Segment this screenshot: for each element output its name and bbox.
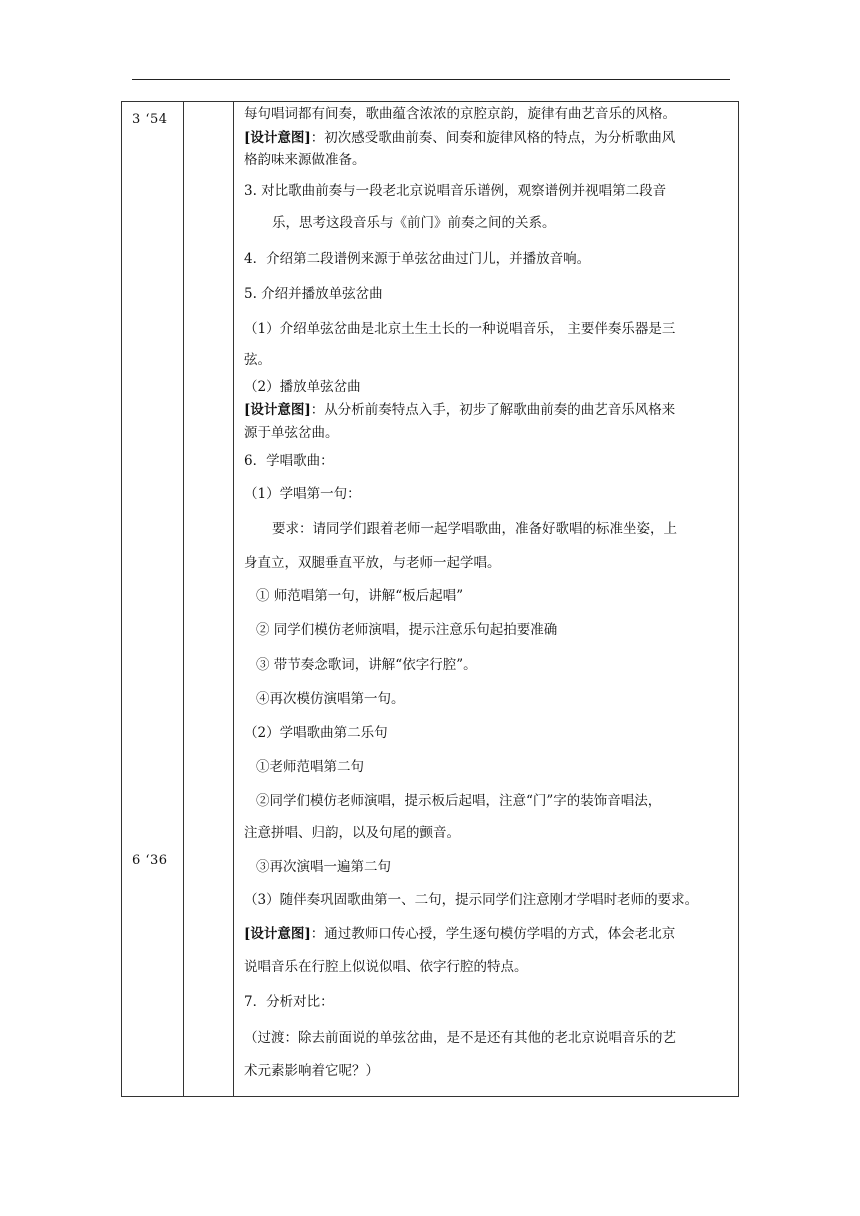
- line-text: ：通过教师口传心授，学生逐句模仿学唱的方式，体会老北京: [310, 926, 676, 942]
- line-text: （1）学唱第一句：: [244, 486, 361, 502]
- content-line: [244, 285, 383, 303]
- content-line: [244, 1062, 379, 1080]
- content-line: [244, 105, 676, 123]
- content-line: [244, 401, 675, 419]
- line-text: 每句唱词都有间奏，歌曲蕴含浓浓的京腔京韵，旋律有曲艺音乐的风格。: [244, 106, 676, 122]
- line-text: ④再次模仿演唱第一句。: [256, 691, 405, 707]
- design-intent-label: [设计意图]: [244, 402, 311, 418]
- content-line: [256, 690, 405, 708]
- line-text: （2）学唱歌曲第二乐句: [244, 725, 388, 741]
- content-line: [244, 824, 460, 842]
- header-rule: [132, 79, 730, 80]
- content-line: [256, 587, 463, 605]
- content-line: [272, 520, 677, 538]
- time-cell-2: 6 ‘36: [132, 853, 168, 868]
- line-text: （1）介绍单弦岔曲是北京土生土长的一种说唱音乐， 主要伴奏乐器是三: [244, 321, 676, 337]
- content-line: [244, 452, 334, 470]
- column-divider-2: [233, 102, 234, 1096]
- line-text: ：从分析前奏特点入手，初步了解歌曲前奏的曲艺音乐风格来: [310, 402, 676, 418]
- line-text: ②同学们模仿老师演唱，提示板后起唱，注意“门”字的装饰音唱法，: [256, 793, 662, 809]
- content-line: [244, 424, 339, 442]
- line-text: 弦。: [244, 352, 271, 368]
- line-text: 6．学唱歌曲：: [244, 453, 334, 469]
- line-text: （2）播放单弦岔曲: [244, 379, 361, 395]
- design-intent-label: [设计意图]: [244, 130, 311, 146]
- line-text: 要求：请同学们跟着老师一起学唱歌曲，准备好歌唱的标准坐姿，上: [272, 521, 677, 537]
- line-text: 身直立，双腿垂直平放，与老师一起学唱。: [244, 555, 501, 571]
- line-text: 格韵味来源做准备。: [244, 152, 366, 168]
- line-text: ② 同学们模仿老师演唱，提示注意乐句起拍要准确: [256, 622, 558, 638]
- content-line: [256, 758, 364, 776]
- content-line: [244, 250, 590, 268]
- content-line: [244, 320, 675, 338]
- line-text: ③再次演唱一遍第二句: [256, 859, 391, 875]
- line-text: （3）随伴奏巩固歌曲第一、二句，提示同学们注意刚才学唱时老师的要求。: [244, 892, 699, 908]
- line-text: 5. 介绍并播放单弦岔曲: [244, 286, 383, 302]
- content-line: [244, 925, 675, 943]
- line-text: 7．分析对比：: [244, 994, 334, 1010]
- line-text: （过渡：除去前面说的单弦岔曲，是不是还有其他的老北京说唱音乐的艺: [244, 1030, 676, 1046]
- content-line: [256, 656, 477, 674]
- line-text: 源于单弦岔曲。: [244, 425, 339, 441]
- content-line: [244, 129, 675, 147]
- lesson-table: [121, 101, 739, 1097]
- content-line: [244, 378, 361, 396]
- line-text: 说唱音乐在行腔上似说似唱、依字行腔的特点。: [244, 959, 528, 975]
- content-line: [244, 554, 501, 572]
- line-text: 术元素影响着它呢？）: [244, 1063, 379, 1079]
- content-line: [244, 351, 271, 369]
- content-line: [244, 182, 666, 200]
- line-text: 乐，思考这段音乐与《前门》前奏之间的关系。: [272, 215, 556, 231]
- line-text: 4．介绍第二段谱例来源于单弦岔曲过门儿，并播放音响。: [244, 251, 591, 267]
- content-line: [244, 891, 698, 909]
- content-line: [244, 993, 334, 1011]
- content-line: [256, 621, 557, 639]
- content-line: [256, 858, 391, 876]
- line-text: ③ 带节奏念歌词，讲解“依字行腔”。: [256, 657, 477, 673]
- line-text: 注意拼唱、归韵，以及句尾的颤音。: [244, 825, 460, 841]
- content-line: [244, 1029, 676, 1047]
- content-line: [244, 724, 388, 742]
- design-intent-label: [设计意图]: [244, 926, 311, 942]
- content-line: [244, 151, 366, 169]
- column-divider-1: [183, 102, 184, 1096]
- content-line: [272, 214, 556, 232]
- line-text: 3. 对比歌曲前奏与一段老北京说唱音乐谱例，观察谱例并视唱第二段音: [244, 183, 667, 199]
- line-text: ①老师范唱第二句: [256, 759, 364, 775]
- content-line: [244, 485, 361, 503]
- time-cell-1: 3 ‘54: [132, 112, 168, 127]
- line-text: ① 师范唱第一句，讲解“板后起唱”: [256, 588, 464, 604]
- content-line: [256, 792, 661, 810]
- content-line: [244, 958, 528, 976]
- line-text: ：初次感受歌曲前奏、间奏和旋律风格的特点，为分析歌曲风: [310, 130, 676, 146]
